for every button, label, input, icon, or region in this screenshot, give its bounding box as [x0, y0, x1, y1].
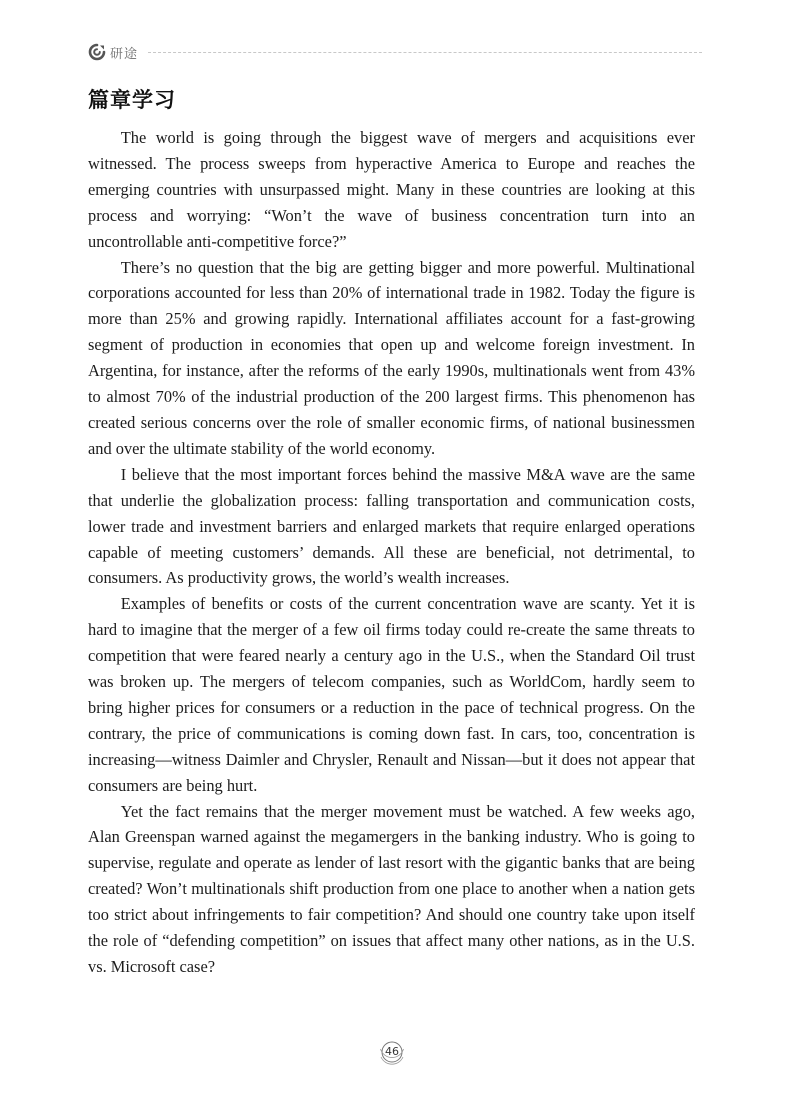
header-divider [148, 52, 702, 53]
swirl-logo-icon [88, 43, 106, 61]
article-body [88, 125, 695, 980]
logo-text: 研途 [110, 46, 139, 62]
page-number-badge [377, 1037, 407, 1067]
paragraph-5: Yet the fact remains that the merger movement must be watched. A few weeks ago, Alan Greenspan warned against the megamergers in the banking industry. Who is going to supervise, regulate and operate as lender of last resort with the gigantic banks that are being created? Won’t multinationals shift production from one place to another when a nation gets too strict about infringements to fair competition? And should one country take upon itself the role of “defending competition” on issues that affect many other nations, as in the U.S. vs. Microsoft case? [88, 801, 695, 976]
page-header [88, 40, 702, 64]
page-number: 46 [385, 1045, 399, 1058]
paragraph-4: Examples of benefits or costs of the current concentration wave are scanty. Yet it is hard to imagine that the merger of a few oil firms today could re-create the same threats to competition that were feared nearly a century ago in the U.S., when the Standard Oil trust was broken up. The mergers of telecom companies, such as WorldCom, hardly seem to bring higher prices for consumers or a reduction in the pace of technical progress. On the contrary, the price of communications is coming down fast. In cars, too, concentration is increasing—witness Daimler and Chrysler, Renault and Nissan—but it does not appear that consumers are being hurt. [88, 594, 695, 795]
section-title: 篇章学习 [88, 88, 176, 112]
paragraph-1: The world is going through the biggest wave of mergers and acquisitions ever witnessed. The process sweeps from hyperactive America to Europe and reaches the emerging countries with unsurpassed might. Many in these countries are looking at this process and worrying: “Won’t the wave of business concentration turn into an uncontrollable anti-competitive force?” [88, 128, 695, 251]
paragraph-2: There’s no question that the big are getting bigger and more powerful. Multinational corporations accounted for less than 20% of international trade in 1982. Today the figure is more than 25% and growing rapidly. International affiliates account for a fast-growing segment of production in economies that open up and welcome foreign investment. In Argentina, for instance, after the reforms of the early 1990s, multinationals went from 43% to almost 70% of the industrial production of the 200 largest firms. This phenomenon has created serious concerns over the role of smaller economic firms, of national businessmen and over the ultimate stability of the world economy. [88, 257, 695, 458]
paragraph-3: I believe that the most important forces behind the massive M&A wave are the same that underlie the globalization process: falling transportation and communication costs, lower trade and investment barriers and enlarged markets that require enlarged operations capable of meeting customers’ demands. All these are beneficial, not detrimental, to consumers. As productivity grows, the world’s wealth increases. [88, 464, 695, 588]
